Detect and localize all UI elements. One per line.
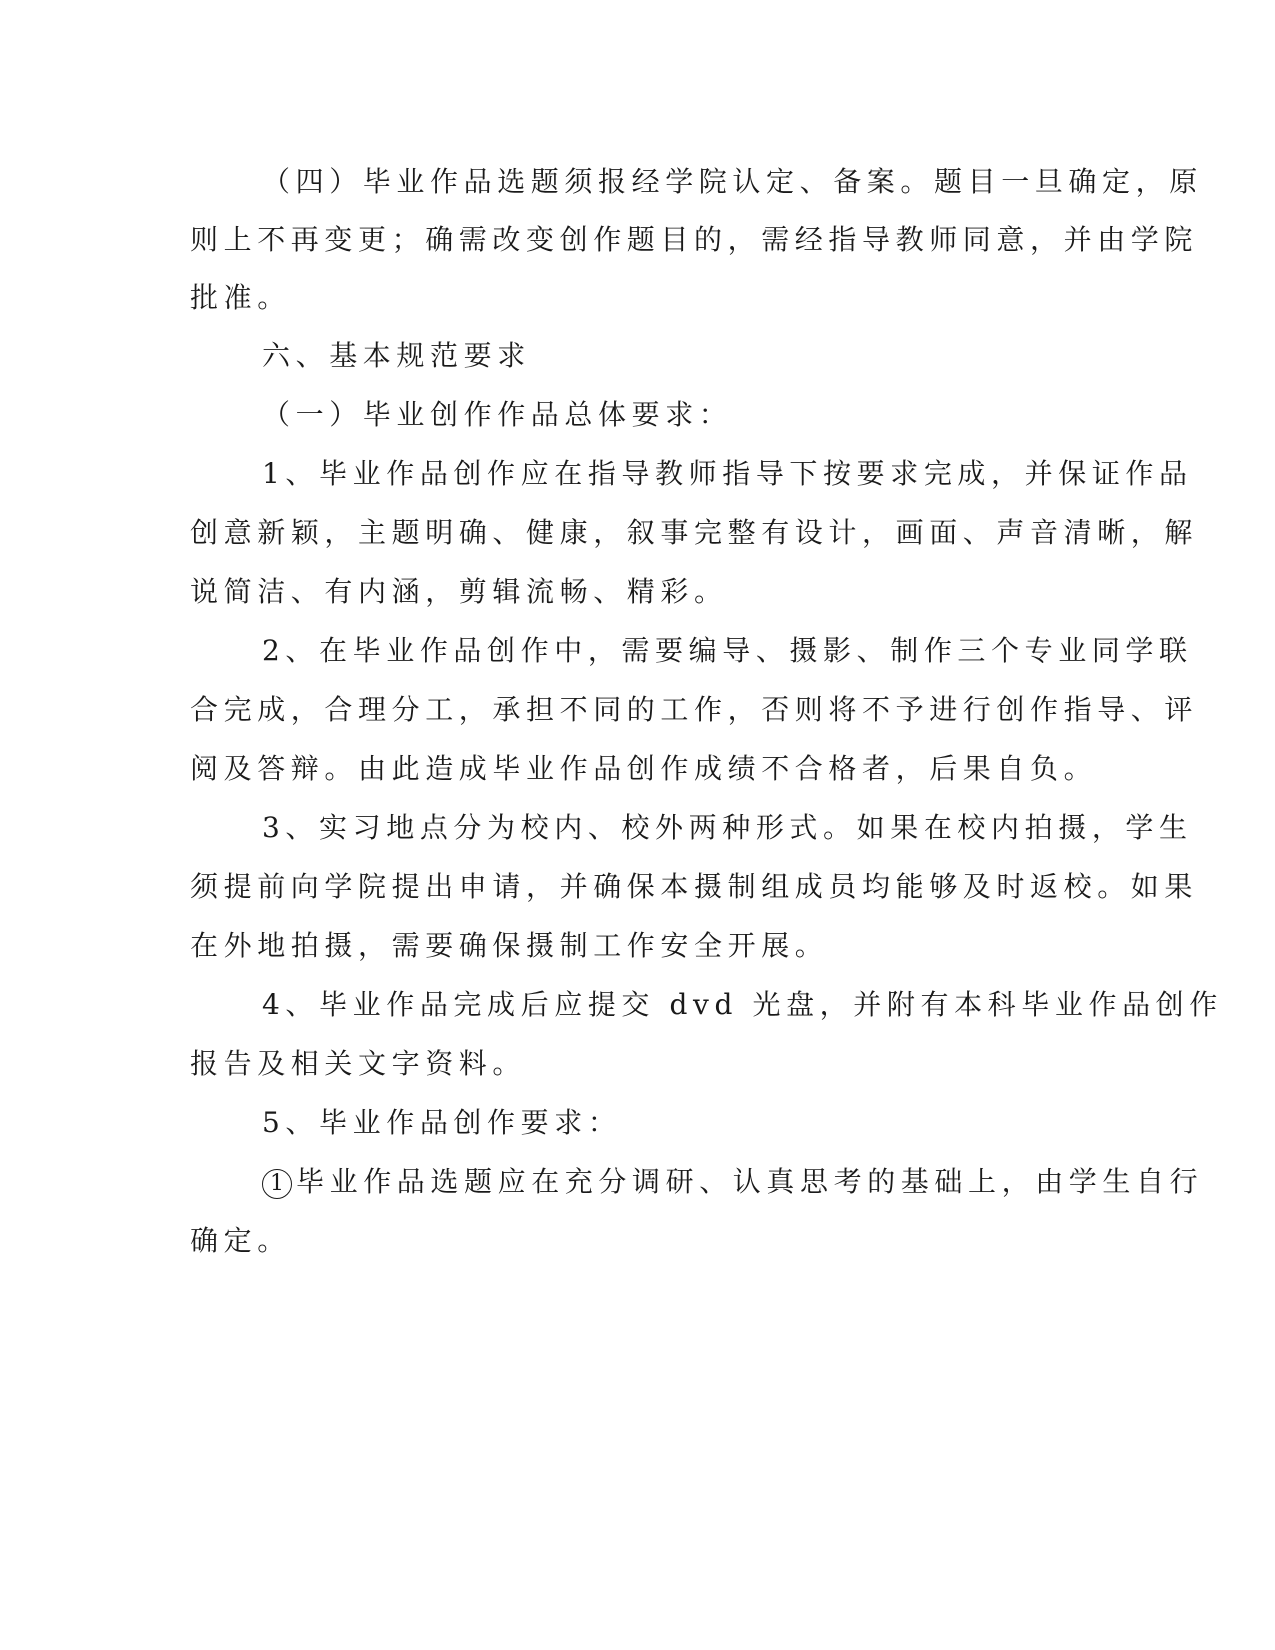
list-item-line: 3、实习地点分为校内、校外两种形式。如果在校内拍摄，学生 xyxy=(262,811,1193,844)
list-item-line: 2、在毕业作品创作中，需要编导、摄影、制作三个专业同学联 xyxy=(262,634,1193,667)
subsection-heading: （一）毕业创作作品总体要求： xyxy=(262,398,733,431)
list-item-line: 确定。 xyxy=(190,1224,291,1257)
list-item-line: 阅及答辩。由此造成毕业作品创作成绩不合格者，后果自负。 xyxy=(190,752,1098,785)
paragraph-line: （四）毕业作品选题须报经学院认定、备案。题目一旦确定，原 xyxy=(262,165,1203,198)
list-item-line: 须提前向学院提出申请，并确保本摄制组成员均能够及时返校。如果 xyxy=(190,870,1199,903)
list-item-line: 4、毕业作品完成后应提交 dvd 光盘，并附有本科毕业作品创作 xyxy=(262,988,1223,1021)
paragraph-line: 则上不再变更；确需改变创作题目的，需经指导教师同意，并由学院 xyxy=(190,223,1199,256)
list-item-text: 毕业作品选题应在充分调研、认真思考的基础上，由学生自行 xyxy=(296,1165,1204,1198)
list-item-line: 5、毕业作品创作要求： xyxy=(262,1106,622,1139)
list-item-line xyxy=(262,1162,1203,1202)
list-item-line: 报告及相关文字资料。 xyxy=(190,1047,527,1080)
paragraph-line: 批准。 xyxy=(190,281,291,314)
circled-number-marker: 1 xyxy=(262,1169,292,1199)
list-item-line: 合完成，合理分工，承担不同的工作，否则将不予进行创作指导、评 xyxy=(190,693,1199,726)
list-item-line: 在外地拍摄，需要确保摄制工作安全开展。 xyxy=(190,929,829,962)
list-item-line: 创意新颖，主题明确、健康，叙事完整有设计，画面、声音清晰，解 xyxy=(190,516,1199,549)
list-item-line: 1、毕业作品创作应在指导教师指导下按要求完成，并保证作品 xyxy=(262,457,1193,490)
list-item-line: 说简洁、有内涵，剪辑流畅、精彩。 xyxy=(190,575,728,608)
section-heading: 六、基本规范要求 xyxy=(262,339,531,372)
